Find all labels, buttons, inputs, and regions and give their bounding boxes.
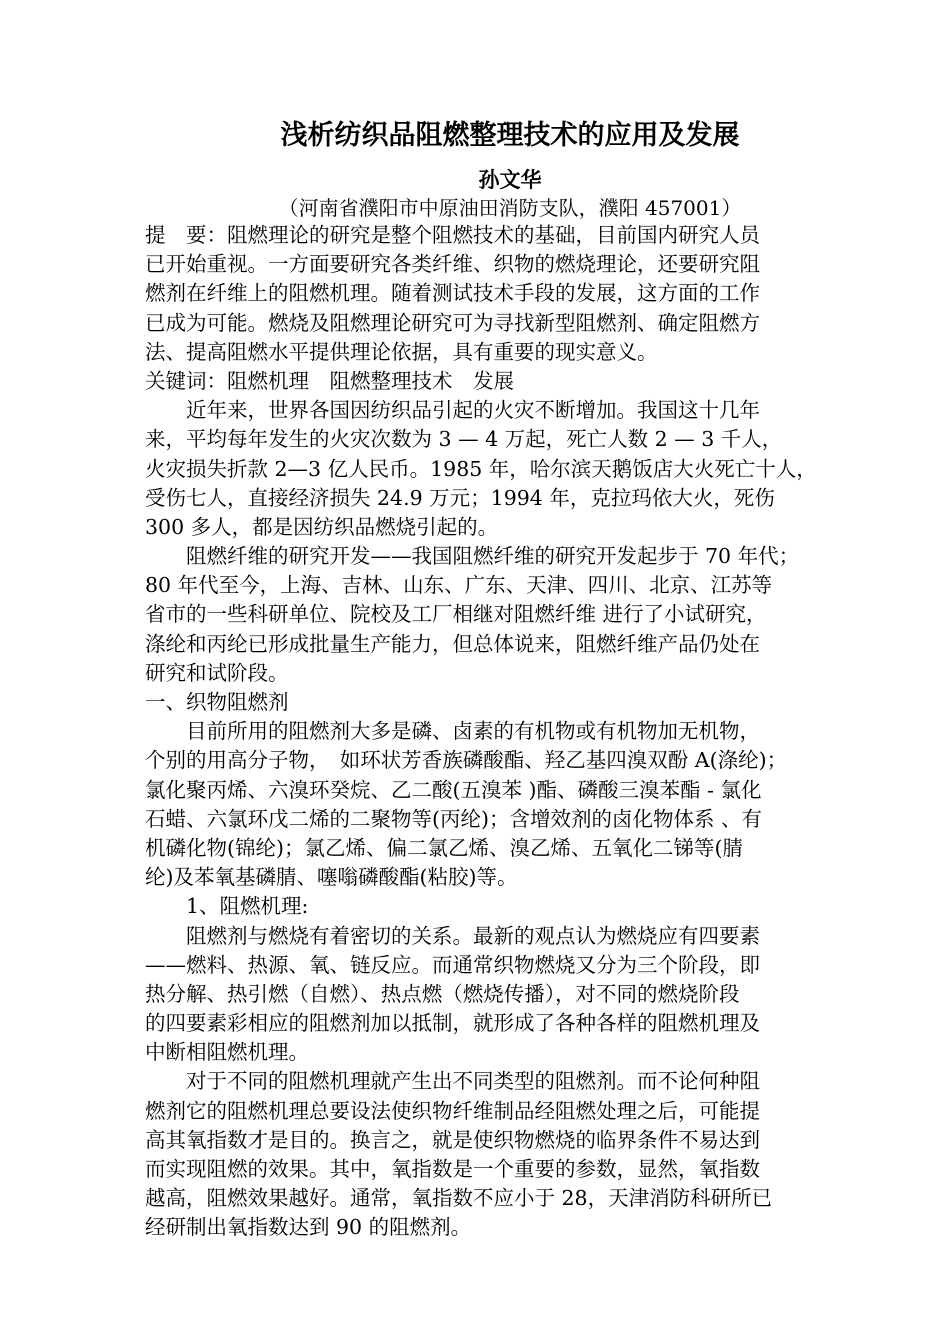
text-line: 300 多人，都是因纺织品燃烧引起的。 [145, 514, 499, 539]
text-line: 已开始重视。一方面要研究各类纤维、织物的燃烧理论，还要研究阻 [145, 252, 760, 277]
text-line: 高其氧指数才是目的。换言之，就是使织物燃烧的临界条件不易达到 [145, 1127, 760, 1152]
text-line: 燃剂在纤维上的阻燃机理。随着测试技术手段的发展，这方面的工作 [145, 281, 760, 306]
text-line: 近年来，世界各国因纺织品引起的火灾不断增加。我国这十几年 [145, 398, 760, 423]
document-title: 浅析纺织品阻燃整理技术的应用及发展 [280, 120, 740, 151]
text-line: 燃剂它的阻燃机理总要设法使织物纤维制品经阻燃处理之后，可能提 [145, 1098, 760, 1123]
author-affiliation: （河南省濮阳市中原油田消防支队，濮阳 457001） [278, 196, 742, 220]
text-line: 经研制出氧指数达到 90 的阻燃剂。 [145, 1215, 472, 1240]
text-line: 热分解、热引燃（自燃）、热点燃（燃烧传播），对不同的燃烧阶段 [145, 981, 740, 1006]
document-body [145, 221, 890, 1243]
text-line: 涤纶和丙纶已形成批量生产能力，但总体说来，阻燃纤维产品仍处在 [145, 631, 760, 656]
author-name: 孙文华 [478, 167, 542, 192]
text-line: 提 要：阻燃理论的研究是整个阻燃技术的基础，目前国内研究人员 [145, 223, 760, 247]
text-line: 而实现阻燃的效果。其中，氧指数是一个重要的参数，显然，氧指数 [145, 1157, 760, 1181]
text-line: 对于不同的阻燃机理就产生出不同类型的阻燃剂。而不论何种阻 [145, 1069, 760, 1094]
text-line: 中断相阻燃机理。 [145, 1040, 309, 1065]
text-line: 越高，阻燃效果越好。通常，氧指数不应小于 28，天津消防科研所已 [145, 1186, 773, 1211]
text-line: 法、提高阻燃水平提供理论依据，具有重要的现实意义。 [145, 339, 658, 364]
text-line: 80 年代至今，上海、吉林、山东、广东、天津、四川、北京、江苏等 [145, 573, 773, 598]
text-line: 受伤七人，直接经济损失 24.9 万元；1994 年，克拉玛依大火，死伤 [145, 485, 775, 510]
text-line: 已成为可能。燃烧及阻燃理论研究可为寻找新型阻燃剂、确定阻燃方 [145, 310, 760, 335]
text-line: 纶)及苯氧基磷腈、噻嗡磷酸酯(粘胶)等。 [145, 865, 518, 890]
text-line: 1、阻燃机理: [145, 894, 309, 919]
text-line: 机磷化物(锦纶)；氯乙烯、偏二氯乙烯、溴乙烯、五氧化二锑等(腈 [145, 835, 743, 860]
text-line: 来，平均每年发生的火灾次数为 3 — 4 万起，死亡人数 2 — 3 千人， [145, 427, 783, 452]
text-line: 目前所用的阻燃剂大多是磷、卤素的有机物或有机物加无机物， [145, 719, 760, 744]
text-line: 氯化聚丙烯、六溴环癸烷、乙二酸(五溴苯 )酯、磷酸三溴苯酯 - 氯化 [145, 777, 762, 802]
text-line: 关键词：阻燃机理 阻燃整理技术 发展 [145, 368, 514, 393]
text-line: 省市的一些科研单位、院校及工厂相继对阻燃纤维 进行了小试研究， [145, 602, 767, 627]
text-line: 一、织物阻燃剂 [145, 690, 289, 714]
text-line: 火灾损失折款 2—3 亿人民币。1985 年，哈尔滨天鹅饭店大火死亡十人， [145, 456, 817, 481]
text-line: 阻燃纤维的研究开发——我国阻燃纤维的研究开发起步于 70 年代； [145, 544, 800, 569]
text-line: ——燃料、热源、氧、链反应。而通常织物燃烧又分为三个阶段，即 [145, 952, 760, 977]
text-line: 阻燃剂与燃烧有着密切的关系。最新的观点认为燃烧应有四要素 [145, 923, 760, 948]
text-line: 的四要素彩相应的阻燃剂加以抵制，就形成了各种各样的阻燃机理及 [145, 1011, 760, 1036]
text-line: 研究和试阶段。 [145, 660, 289, 685]
text-line: 个别的用高分子物， 如环状芳香族磷酸酯、羟乙基四溴双酚 A(涤纶)； [145, 748, 788, 773]
text-line: 石蜡、六氯环戊二烯的二聚物等(丙纶)；含增效剂的卤化物体系 、有 [145, 806, 763, 831]
